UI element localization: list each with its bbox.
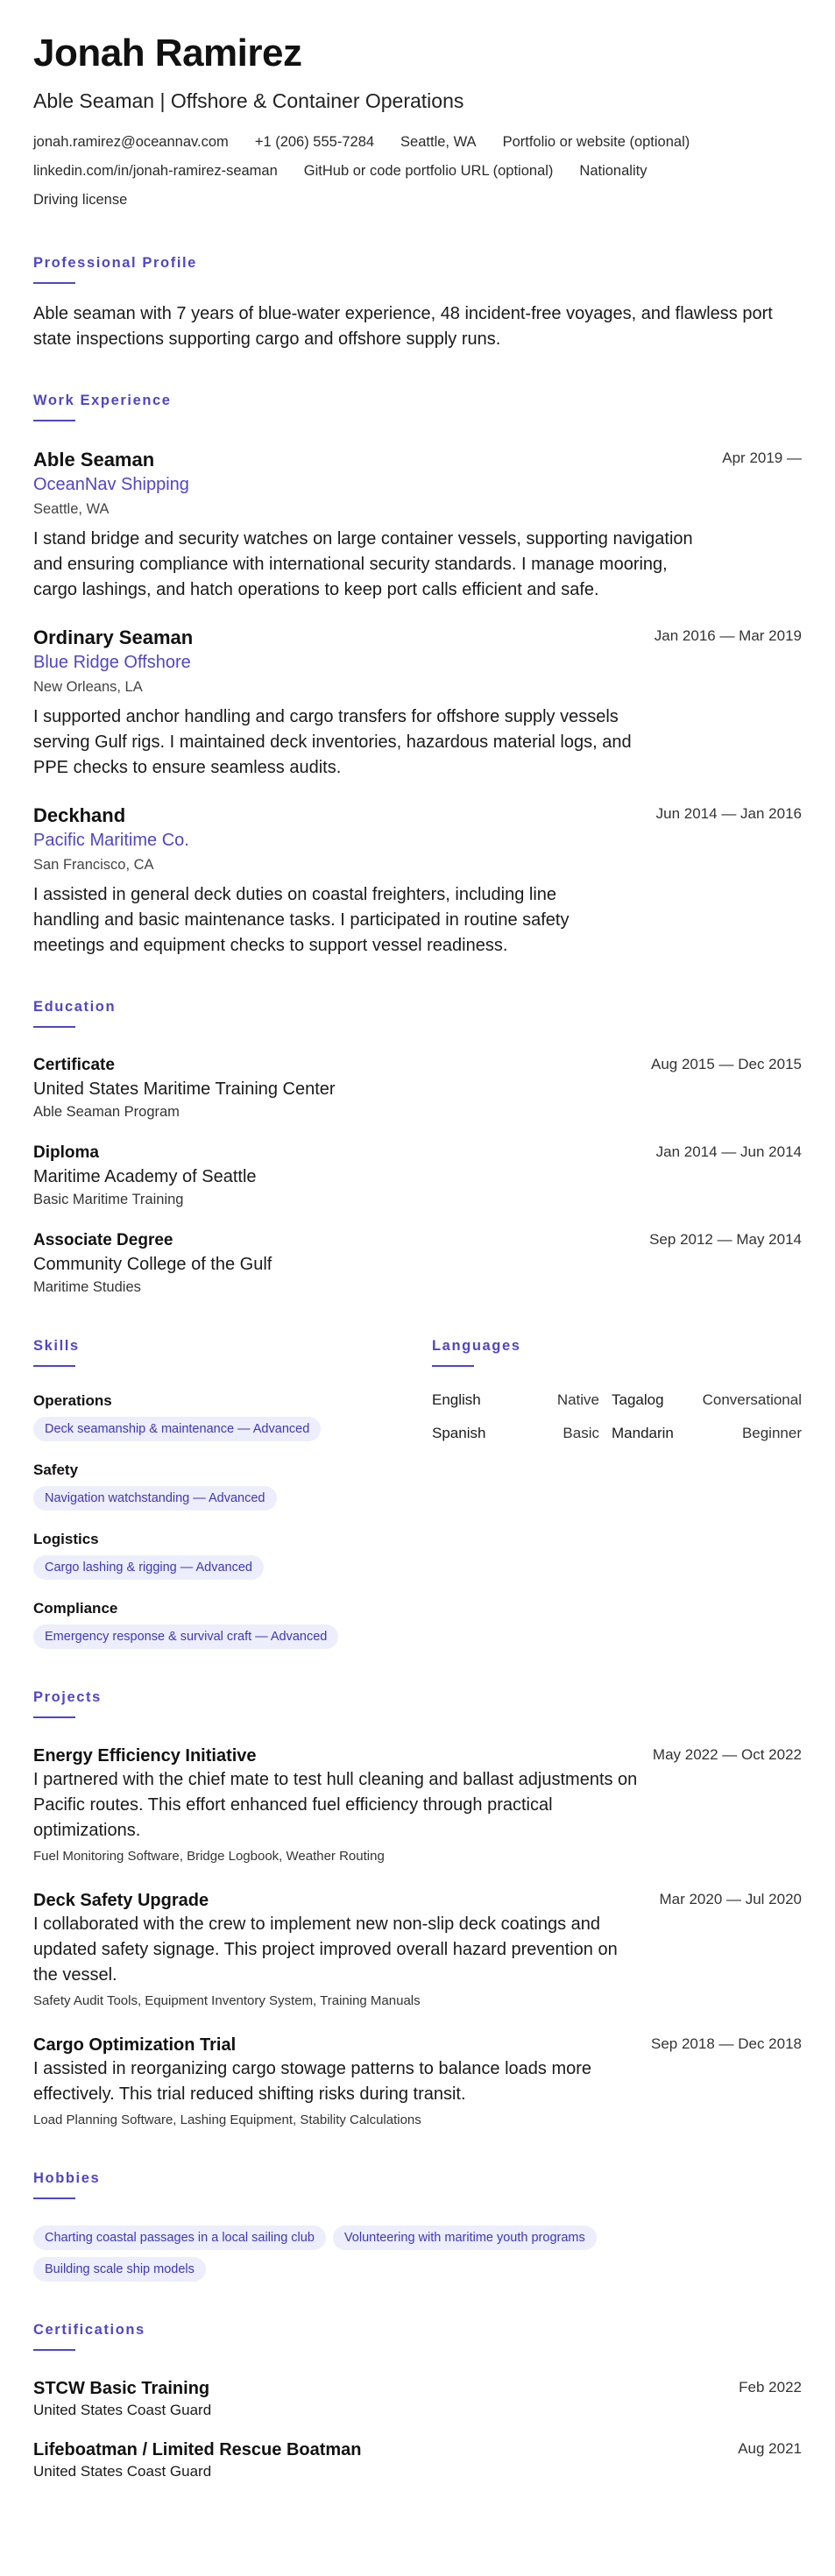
skill-chip: Deck seamanship & maintenance — Advanced [33, 1417, 321, 1441]
language-level: Conversational [702, 1391, 802, 1408]
work-location: Seattle, WA [33, 501, 110, 517]
section-divider [33, 282, 75, 284]
work-location: New Orleans, LA [33, 679, 143, 695]
section-title: Projects [33, 1689, 102, 1705]
education-field: Basic Maritime Training [33, 1192, 184, 1207]
contact-location: Seattle, WA [400, 134, 477, 150]
project-entry [33, 2034, 802, 2130]
skill-category: Safety [33, 1461, 79, 1478]
work-role: Able Seaman [33, 449, 155, 471]
language-item [432, 1390, 612, 1411]
projects-section [33, 1688, 802, 2130]
education-field: Able Seaman Program [33, 1104, 180, 1120]
skill-group [33, 1530, 432, 1580]
certifications-section [33, 2320, 802, 2482]
education-degree: Certificate [33, 1056, 115, 1074]
section-title: Hobbies [33, 2170, 101, 2186]
project-description: I collaborated with the crew to implement new non-slip deck coatings and updated safety signage. This project improved overall hazard prevention on the vessel. [33, 1914, 618, 1985]
skill-group [33, 1599, 432, 1649]
language-item [432, 1423, 612, 1444]
section-title: Skills [33, 1338, 80, 1354]
education-entry [33, 1054, 802, 1122]
work-description: I stand bridge and security watches on large container vessels, supporting navigation and ensuring compliance with international security standards. I manage mooring, cargo lashings, and hatch operations to keep port calls efficient and safe. [33, 529, 693, 599]
work-entry [33, 448, 802, 603]
certification-name: Lifeboatman / Limited Rescue Boatman [33, 2440, 362, 2459]
project-tools: Load Planning Software, Lashing Equipment, Stability Calculations [33, 2112, 421, 2127]
project-name: Cargo Optimization Trial [33, 2035, 237, 2055]
work-section [33, 391, 802, 959]
project-tools: Fuel Monitoring Software, Bridge Logbook, Weather Routing [33, 1849, 385, 1864]
section-divider [432, 1365, 474, 1367]
contact-linkedin[interactable]: linkedin.com/in/jonah-ramirez-seaman [33, 163, 278, 179]
education-institution: United States Maritime Training Center [33, 1079, 336, 1099]
skill-group [33, 1461, 432, 1511]
education-entry [33, 1229, 802, 1298]
language-list [432, 1390, 802, 1444]
certification-issuer: United States Coast Guard [33, 2402, 212, 2418]
work-dates: Jun 2014 — Jan 2016 [655, 805, 802, 822]
project-entry [33, 1744, 802, 1866]
skill-category: Logistics [33, 1531, 99, 1547]
hobby-chip: Volunteering with maritime youth programs [333, 2226, 597, 2250]
hobby-chip: Charting coastal passages in a local sailing club [33, 2226, 326, 2250]
education-degree: Diploma [33, 1143, 99, 1162]
section-divider [33, 2197, 75, 2199]
project-description: I assisted in reorganizing cargo stowage patterns to balance loads more effectively. This trial reduced shifting risks during transit. [33, 2059, 592, 2104]
work-dates: Apr 2019 — [722, 449, 802, 466]
education-dates: Jan 2014 — Jun 2014 [655, 1143, 802, 1160]
section-divider [33, 420, 75, 421]
work-company: Pacific Maritime Co. [33, 831, 189, 850]
contact-nationality: Nationality [579, 163, 647, 179]
contact-github[interactable]: GitHub or code portfolio URL (optional) [303, 163, 554, 179]
section-title: Languages [432, 1338, 521, 1354]
language-item [612, 1423, 802, 1444]
work-entry [33, 803, 802, 959]
skill-chip: Emergency response & survival craft — Advanced [33, 1624, 338, 1649]
profile-summary: Able seaman with 7 years of blue-water experience, 48 incident-free voyages, and flawless port state inspections supporting cargo and offshore supply runs. [33, 304, 773, 349]
certification-name: STCW Basic Training [33, 2379, 210, 2398]
project-name: Energy Efficiency Initiative [33, 1746, 257, 1766]
skill-chip: Cargo lashing & rigging — Advanced [33, 1555, 264, 1580]
skill-category: Compliance [33, 1600, 118, 1617]
education-entry [33, 1142, 802, 1210]
section-divider [33, 1026, 75, 1028]
section-title: Certifications [33, 2322, 145, 2338]
certification-entry [33, 2438, 802, 2482]
work-company: OceanNav Shipping [33, 475, 189, 494]
education-section [33, 997, 802, 1298]
certification-date: Aug 2021 [738, 2440, 802, 2457]
skills-section [33, 1336, 432, 1649]
languages-section [432, 1336, 802, 1649]
hobbies-section [33, 2169, 802, 2282]
contact-email[interactable]: jonah.ramirez@oceannav.com [33, 134, 229, 150]
candidate-headline: Able Seaman | Offshore & Container Operations [33, 89, 464, 112]
project-dates: Sep 2018 — Dec 2018 [650, 2035, 802, 2052]
language-name: Spanish [432, 1425, 486, 1441]
skill-category: Operations [33, 1392, 112, 1409]
education-institution: Community College of the Gulf [33, 1255, 272, 1274]
section-title: Work Experience [33, 393, 172, 408]
section-divider [33, 1365, 75, 1367]
skill-chip: Navigation watchstanding — Advanced [33, 1486, 277, 1511]
work-dates: Jan 2016 — Mar 2019 [654, 627, 802, 644]
education-degree: Associate Degree [33, 1231, 173, 1249]
skill-group [33, 1391, 432, 1441]
contact-driving-license: Driving license [33, 192, 128, 208]
certification-issuer: United States Coast Guard [33, 2463, 212, 2480]
language-item [612, 1390, 802, 1411]
education-institution: Maritime Academy of Seattle [33, 1167, 257, 1186]
contact-list [33, 128, 787, 215]
section-title: Education [33, 999, 117, 1015]
certification-date: Feb 2022 [739, 2379, 802, 2396]
contact-portfolio[interactable]: Portfolio or website (optional) [502, 134, 690, 150]
language-name: Tagalog [612, 1391, 664, 1408]
work-role: Ordinary Seaman [33, 626, 194, 648]
work-description: I supported anchor handling and cargo transfers for offshore supply vessels serving Gulf rigs. I maintained deck inventories, hazardous material logs, and PPE checks to ensure seamless audits. [33, 707, 632, 777]
certification-entry [33, 2377, 802, 2421]
profile-section [33, 253, 802, 352]
candidate-name: Jonah Ramirez [33, 32, 302, 74]
work-company: Blue Ridge Offshore [33, 653, 191, 672]
language-level: Beginner [741, 1425, 802, 1441]
section-title: Professional Profile [33, 255, 197, 271]
hobby-list [33, 2219, 699, 2282]
work-location: San Francisco, CA [33, 857, 154, 873]
work-description: I assisted in general deck duties on coastal freighters, including line handling and basic maintenance tasks. I participated in routine safety meetings and equipment checks to support vessel readiness. [33, 885, 570, 955]
language-name: Mandarin [612, 1425, 674, 1441]
resume-header [33, 32, 802, 215]
language-level: Basic [563, 1425, 599, 1441]
language-level: Native [556, 1391, 599, 1408]
section-divider [33, 1716, 75, 1718]
project-entry [33, 1889, 802, 2011]
work-role: Deckhand [33, 804, 126, 826]
education-dates: Sep 2012 — May 2014 [649, 1231, 802, 1248]
hobby-chip: Building scale ship models [33, 2257, 206, 2282]
contact-phone[interactable]: +1 (206) 555-7284 [254, 134, 375, 150]
work-entry [33, 626, 802, 781]
education-dates: Aug 2015 — Dec 2015 [650, 1056, 802, 1072]
project-name: Deck Safety Upgrade [33, 1891, 209, 1910]
language-name: English [432, 1391, 481, 1408]
project-description: I partnered with the chief mate to test hull cleaning and ballast adjustments on Pacific routes. This effort enhanced fuel efficiency through practical optimizations. [33, 1770, 638, 1840]
project-dates: Mar 2020 — Jul 2020 [659, 1891, 802, 1907]
education-field: Maritime Studies [33, 1279, 141, 1295]
project-tools: Safety Audit Tools, Equipment Inventory System, Training Manuals [33, 1993, 421, 2008]
project-dates: May 2022 — Oct 2022 [652, 1746, 802, 1763]
section-divider [33, 2349, 75, 2351]
skills-languages-row [33, 1336, 802, 1649]
